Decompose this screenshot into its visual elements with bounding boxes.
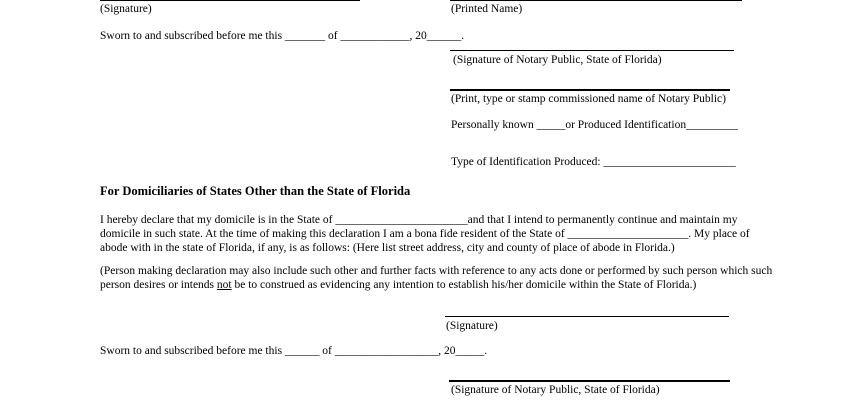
notary-signature-line-top[interactable] <box>450 50 734 51</box>
declaration-line-1: I hereby declare that my domicile is in the State of _______________________and that I intend to permanently continue and maintain my <box>100 214 738 226</box>
notary-name-line[interactable] <box>450 89 730 91</box>
note-line-2 <box>100 278 760 292</box>
note-text-after: be to construed as evidencing any intention to establish his/her domicile within the State of Florida.) <box>231 279 697 291</box>
signature-line-top[interactable] <box>100 0 360 1</box>
declaration-line-2: domicile in such state. At the time of making this declaration I am a bona fide resident of the State of _____________________. My place of <box>100 228 750 240</box>
notary-name-caption: (Print, type or stamp commissioned name of Notary Public) <box>451 93 726 105</box>
personally-known-field[interactable]: Personally known _____or Produced Identification_________ <box>451 119 738 131</box>
printed-name-caption: (Printed Name) <box>451 3 523 15</box>
domiciliary-heading: For Domiciliaries of States Other than the State of Florida <box>100 184 411 198</box>
sworn-statement-bottom: Sworn to and subscribed before me this ______ of __________________, 20_____. <box>100 345 488 357</box>
signature-caption-top: (Signature) <box>100 3 152 15</box>
signature-caption-bottom: (Signature) <box>446 320 498 332</box>
declaration-paragraph <box>100 213 760 255</box>
note-text-underlined: not <box>216 279 232 291</box>
note-paragraph <box>100 264 773 292</box>
note-line-1: (Person making declaration may also include such other and further facts with reference to any acts done or performed by such person which such <box>100 265 773 277</box>
sworn-statement-top: Sworn to and subscribed before me this _______ of ____________, 20______. <box>100 30 465 42</box>
declaration-line-3: abode with in the state of Florida, if any, is as follows: (Here list street address, city and county of place of abode in Florida.) <box>100 242 675 254</box>
printed-name-line[interactable] <box>450 0 742 1</box>
notary-signature-line-bottom[interactable] <box>449 380 730 382</box>
signature-line-bottom[interactable] <box>445 316 729 317</box>
notary-signature-caption-bottom: (Signature of Notary Public, State of Florida) <box>451 384 660 396</box>
note-text-before: person desires or intends <box>100 279 217 291</box>
notary-signature-caption-top: (Signature of Notary Public, State of Florida) <box>453 54 662 66</box>
identification-type-field[interactable]: Type of Identification Produced: _______________________ <box>451 156 736 168</box>
